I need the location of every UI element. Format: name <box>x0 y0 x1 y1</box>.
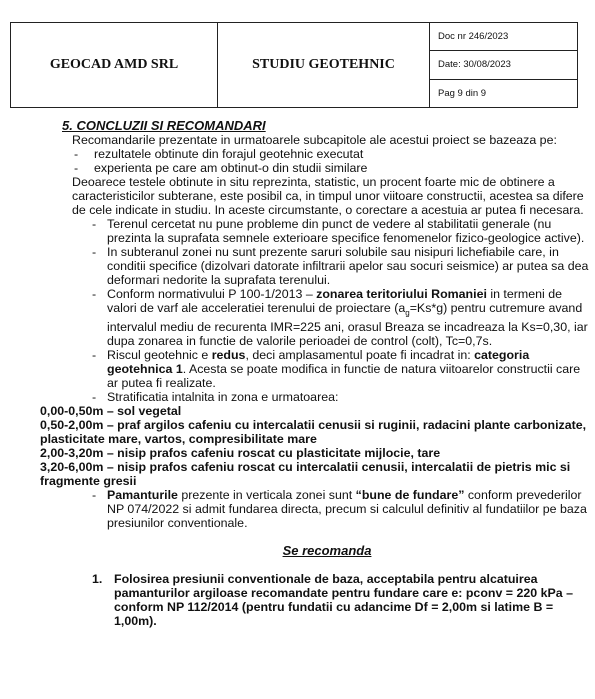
document-body <box>40 118 592 629</box>
document-header <box>10 22 578 108</box>
intro-text: Recomandarile prezentate in urmatoarele subcapitole ale acestui proiect se bazeaza pe: <box>72 133 557 147</box>
paragraph: Deoarece testele obtinute in situ reprezinta, statistic, un procent foarte mic de obtinere a caracteristicilor subterane, este posibil ca, in timpul unor viitoare constructii, acestea sa difere de cele indicate in studiu. In aceste circumstante, o corectare a acestuia ar putea fi necesara. <box>72 175 584 217</box>
list-item: - rezultatele obtinute din forajul geotehnic executat <box>74 147 364 161</box>
company-name: GEOCAD AMD SRL <box>11 23 218 107</box>
bullet-salts: - In subteranul zonei nu sunt prezente saruri solubile sau nisipuri lichefiabile care, in conditii specifice (dizolvari datorate infiltrarii apelor sau socuri seismice) ar putea sa dea deformari nedorite la suprafata terenului. <box>92 245 589 287</box>
list-item: - experienta pe care am obtinut-o din studii similare <box>74 161 368 175</box>
doc-date: Date: 30/08/2023 <box>430 51 577 79</box>
bullet-seismic: - Conform normativului P 100-1/2013 – zonarea teritoriului Romaniei in termeni de valori de varf ale acceleratiei terenului de proiectare $(a_g=Ks*g)$ pentru cutremure avand intervalul mediu de recurenta IMR=225 ani, orasul Breaza se incadreaza la Ks=0,30, iar dupa zonarea in functie de valorile perioadei de control (colt), Tc=0,7s. <box>92 287 588 349</box>
doc-number: Doc nr 246/2023 <box>430 23 577 51</box>
bullet-foundation: - Pamanturile prezente in verticala zonei sunt “bune de fundare” conform prevederilor NP 074/2022 si admit fundarea directa, precum si calculul definitiv al fundatiilor pe baza presiunilor conventionale. <box>92 488 587 531</box>
section-title: 5. CONCLUZII SI RECOMANDARI <box>62 118 266 133</box>
stratum: 2,00-3,20m – nisip prafos cafeniu roscat cu plasticitate mijlocie, tare <box>40 446 441 461</box>
bullet-stability: - Terenul cercetat nu pune probleme din punct de vedere al stabilitatii generale (nu prezinta la suprafata semnele exterioare specifice fenomenelor fizico-geologice active). <box>92 217 585 245</box>
study-title: STUDIU GEOTEHNIC <box>218 23 430 107</box>
stratification-list <box>40 404 592 488</box>
recommend-title: Se recomanda <box>282 543 372 559</box>
stratum: 0,50-2,00m – praf argilos cafeniu cu intercalatii cenusii si ruginii, radacini plante carbonizate, plasticitate mare, vartos, compresibilitate mare <box>40 418 587 447</box>
doc-meta <box>430 23 577 107</box>
recommendation-item: 1. Folosirea presiunii conventionale de baza, acceptabila pentru alcatuirea pamanturilor argiloase recomandate pentru fundare care e: pconv = 220 kPa – conform NP 112/2014 (pentru fundatii cu adancime Df = 2,00m si latime B = 1,00m). <box>92 572 573 629</box>
stratum: 0,00-0,50m – sol vegetal <box>40 404 182 419</box>
bullet-risk: - Riscul geotehnic e redus, deci amplasamentul poate fi incadrat in: categoria geotehnica 1. Acesta se poate modifica in functie de natura viitoarelor constructii care ar putea fi realizate. <box>92 348 581 391</box>
page-number: Pag 9 din 9 <box>438 87 487 99</box>
bullet-stratification: - Stratificatia intalnita in zona e urmatoarea: <box>92 390 339 405</box>
stratum: 3,20-6,00m – nisip prafos cafeniu roscat cu intercalatii cenusii, intercalatii de pietris mic si fragmente gresii <box>40 460 571 489</box>
